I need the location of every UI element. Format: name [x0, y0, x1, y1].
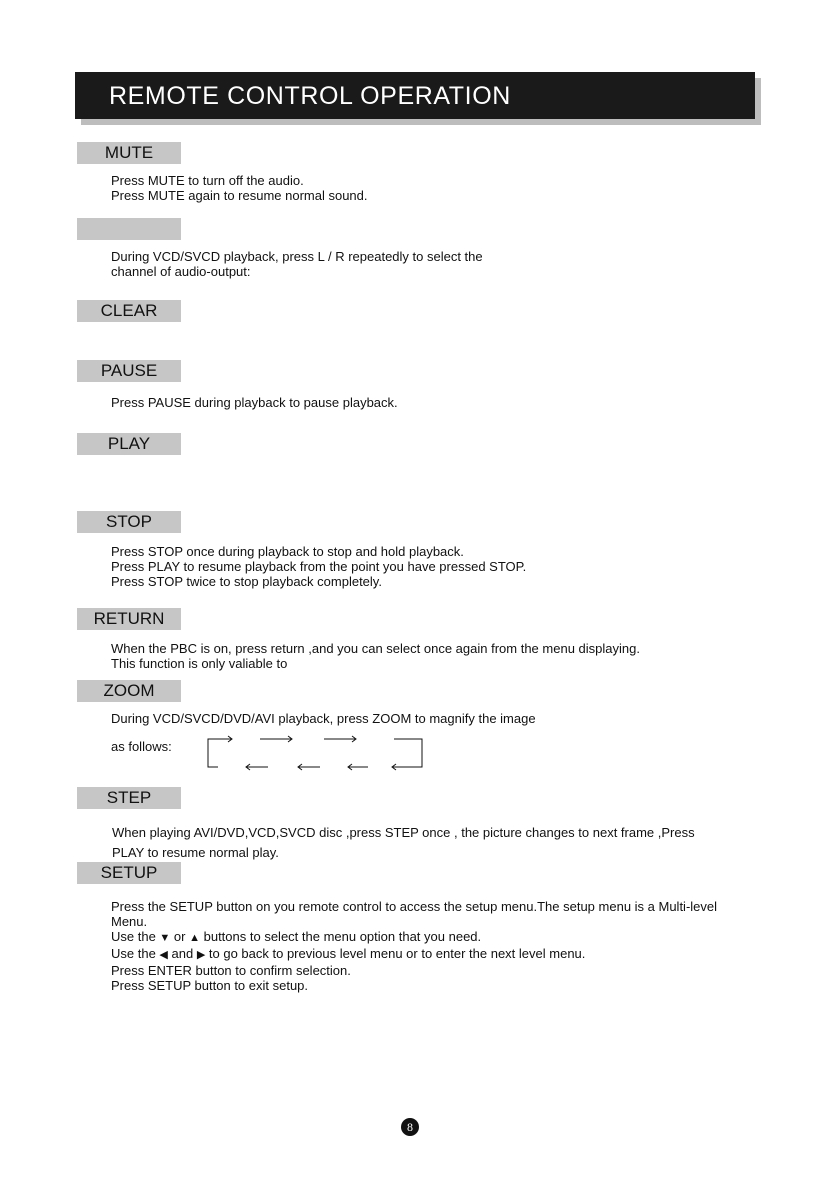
pause-description [111, 395, 398, 410]
mute-label: MUTE [77, 142, 181, 164]
setup-line-4-c: to go back to previous level menu or to enter the next level menu. [205, 946, 586, 961]
setup-line-3-b: or [170, 929, 190, 944]
zoom-arrow-right-3 [324, 736, 356, 742]
stop-description [111, 544, 526, 589]
zoom-as-follows: as follows: [111, 739, 172, 754]
zoom-arrow-right-1 [218, 736, 232, 742]
clear-label: CLEAR [77, 300, 181, 322]
return-line-1: When the PBC is on, press return ,and you can select once again from the menu displaying. [111, 641, 640, 656]
right-arrow-icon: ▶ [196, 949, 206, 961]
setup-line-4-b: and [167, 946, 197, 961]
step-description [112, 823, 695, 863]
setup-description [111, 899, 717, 993]
zoom-arrow-left-2 [298, 764, 320, 770]
setup-line-5: Press ENTER button to confirm selection. [111, 963, 351, 978]
pause-line-1: Press PAUSE during playback to pause playback. [111, 395, 398, 410]
zoom-label: ZOOM [77, 680, 181, 702]
stop-line-3: Press STOP twice to stop playback completely. [111, 574, 382, 589]
setup-line-3-c: buttons to select the menu option that you need. [200, 929, 482, 944]
zoom-cycle-left-bracket [208, 739, 218, 767]
step-label: STEP [77, 787, 181, 809]
zoom-line-1: During VCD/SVCD/DVD/AVI playback, press ZOOM to magnify the image [111, 711, 536, 726]
stop-label: STOP [77, 511, 181, 533]
setup-label: SETUP [77, 862, 181, 884]
zoom-description [111, 711, 536, 726]
return-label: RETURN [77, 608, 181, 630]
zoom-arrow-left-4 [392, 764, 414, 770]
setup-line-1: Press the SETUP button on you remote control to access the setup menu.The setup menu is a Multi-level [111, 899, 718, 914]
mute-description [111, 173, 368, 203]
step-line-1: When playing AVI/DVD,VCD,SVCD disc ,press STEP once , the picture changes to next frame ,Press [112, 825, 695, 840]
return-line-2: This function is only valiable to [111, 656, 288, 671]
zoom-cycle-diagram [204, 733, 428, 773]
stop-line-1: Press STOP once during playback to stop and hold playback. [111, 544, 464, 559]
setup-line-4-a: Use the [111, 946, 160, 961]
lr-label [77, 218, 181, 240]
setup-line-2: Menu. [111, 914, 148, 929]
stop-line-2: Press PLAY to resume playback from the point you have pressed STOP. [111, 559, 527, 574]
setup-line-4 [111, 946, 717, 963]
lr-line-1: During VCD/SVCD playback, press L / R repeatedly to select the [111, 249, 483, 264]
mute-line-2: Press MUTE again to resume normal sound. [111, 188, 368, 203]
mute-line-1: Press MUTE to turn off the audio. [111, 173, 304, 188]
setup-line-6: Press SETUP button to exit setup. [111, 978, 309, 993]
step-line-2: PLAY to resume normal play. [112, 845, 279, 860]
page-title: REMOTE CONTROL OPERATION [109, 82, 511, 110]
zoom-arrow-right-2 [260, 736, 292, 742]
up-arrow-icon: ▲ [189, 932, 200, 944]
pause-label: PAUSE [77, 360, 181, 382]
lr-line-2: channel of audio-output: [111, 264, 251, 279]
zoom-arrow-left-1 [246, 764, 268, 770]
zoom-arrow-left-3 [348, 764, 368, 770]
page-number: 8 [401, 1118, 419, 1136]
left-arrow-icon: ◀ [159, 949, 168, 961]
return-description [111, 641, 640, 671]
setup-line-3-a: Use the [111, 929, 160, 944]
setup-line-3 [111, 929, 717, 946]
down-arrow-icon: ▼ [159, 932, 171, 944]
play-label: PLAY [77, 433, 181, 455]
lr-description [111, 249, 483, 279]
zoom-cycle-right-bracket [394, 739, 422, 767]
page-header [75, 72, 755, 119]
